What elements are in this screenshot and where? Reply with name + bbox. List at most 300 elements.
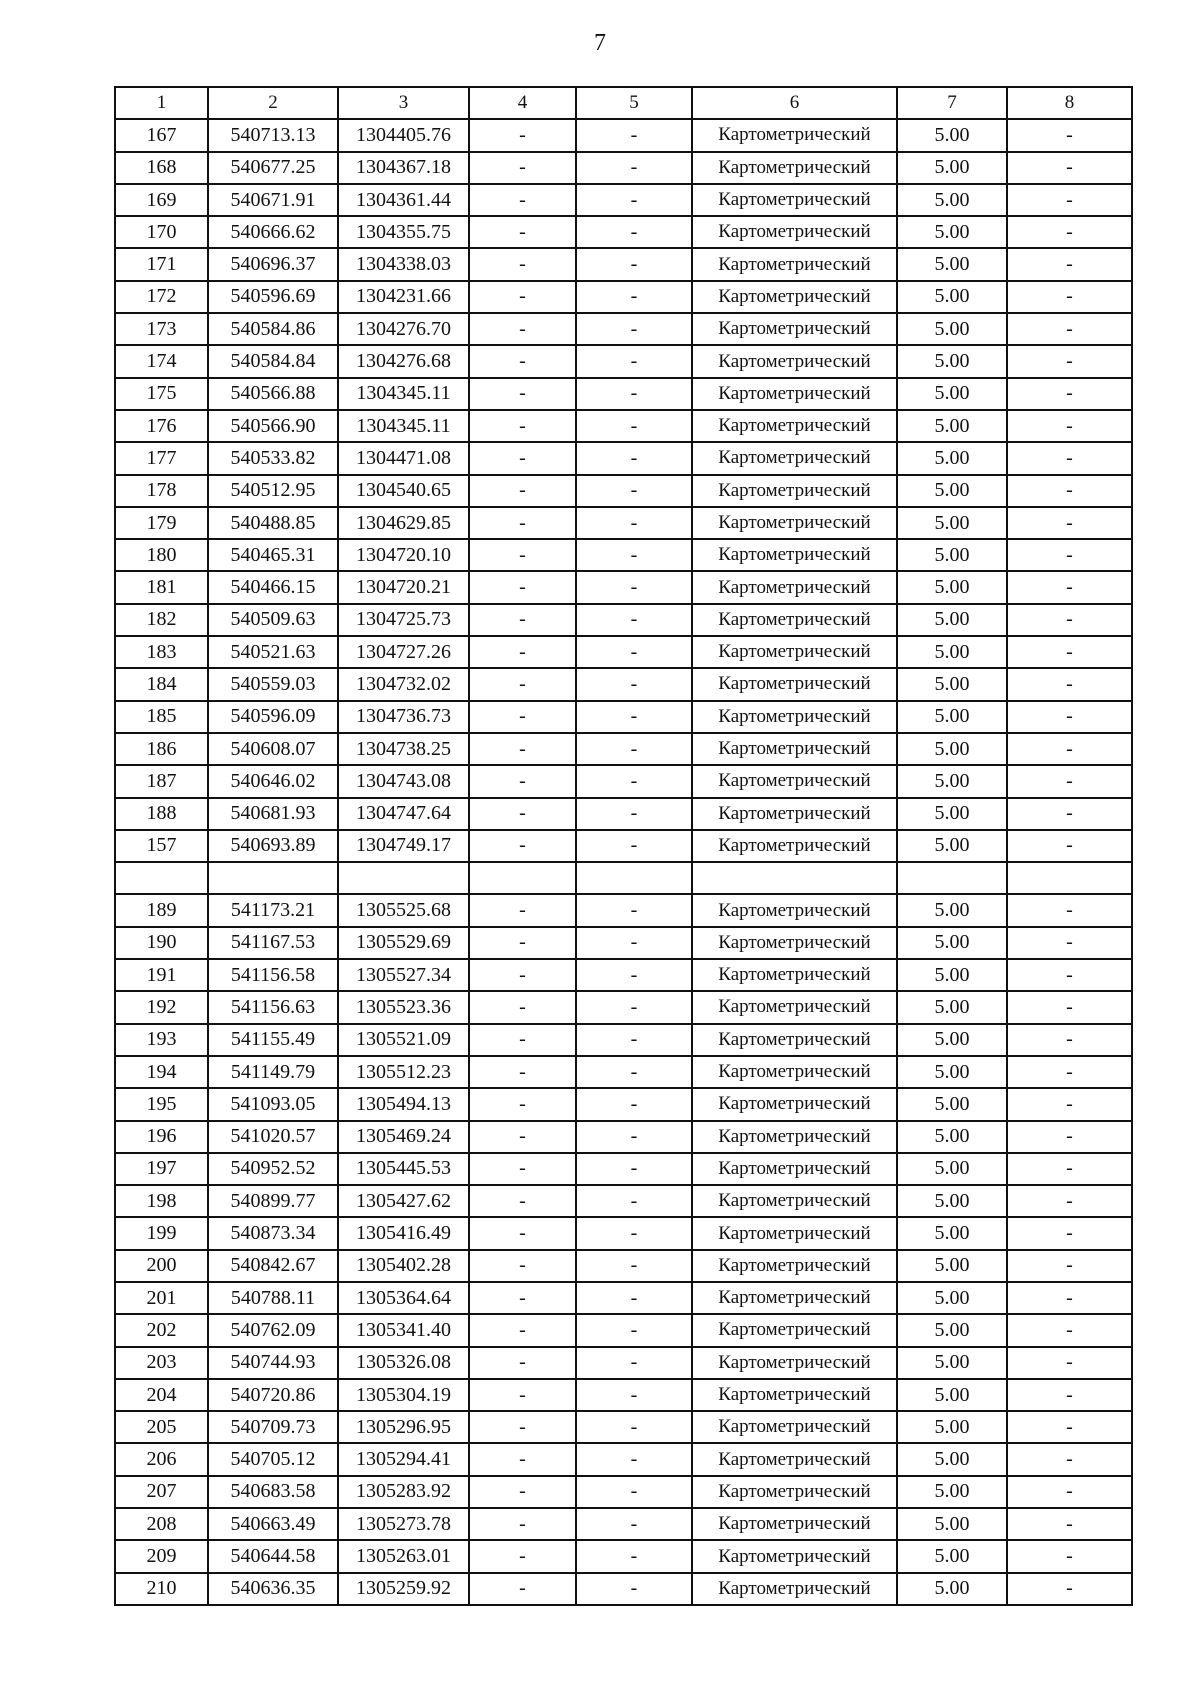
x-coordinate-cell: 540608.07 [208,733,338,765]
accuracy-cell: 5.00 [897,1185,1007,1217]
y-coordinate-cell: 1305283.92 [338,1476,469,1508]
col8-cell: - [1007,345,1132,377]
col4-cell: - [469,216,576,248]
col5-cell: - [576,991,692,1023]
x-coordinate-cell: 540873.34 [208,1217,338,1249]
method-cell: Картометрический [692,152,897,184]
accuracy-cell: 5.00 [897,1088,1007,1120]
method-cell: Картометрический [692,1411,897,1443]
y-coordinate-cell: 1304361.44 [338,184,469,216]
col5-cell: - [576,1121,692,1153]
column-header: 7 [897,87,1007,119]
col8-cell: - [1007,539,1132,571]
point-number-cell: 172 [115,281,208,313]
col8-cell: - [1007,184,1132,216]
col8-cell: - [1007,1282,1132,1314]
x-coordinate-cell: 541173.21 [208,894,338,926]
point-number-cell: 201 [115,1282,208,1314]
table-row [115,410,1132,442]
col4-cell: - [469,442,576,474]
point-number-cell: 180 [115,539,208,571]
x-coordinate-cell: 540720.86 [208,1379,338,1411]
col8-cell: - [1007,119,1132,151]
y-coordinate-cell: 1304345.11 [338,410,469,442]
point-number-cell: 189 [115,894,208,926]
col8-cell: - [1007,1153,1132,1185]
point-number-cell: 179 [115,507,208,539]
method-cell: Картометрический [692,571,897,603]
table-row [115,927,1132,959]
point-number-cell: 190 [115,927,208,959]
method-cell: Картометрический [692,1540,897,1572]
col5-cell: - [576,1217,692,1249]
col4-cell: - [469,604,576,636]
y-coordinate-cell [338,862,469,894]
accuracy-cell: 5.00 [897,1540,1007,1572]
col5-cell: - [576,410,692,442]
table-header [115,87,1132,119]
method-cell: Картометрический [692,1443,897,1475]
accuracy-cell: 5.00 [897,1121,1007,1153]
accuracy-cell: 5.00 [897,959,1007,991]
col4-cell: - [469,1153,576,1185]
method-cell: Картометрический [692,378,897,410]
x-coordinate-cell: 540644.58 [208,1540,338,1572]
method-cell: Картометрический [692,1508,897,1540]
point-number-cell: 206 [115,1443,208,1475]
y-coordinate-cell: 1305294.41 [338,1443,469,1475]
x-coordinate-cell: 540596.69 [208,281,338,313]
method-cell: Картометрический [692,1185,897,1217]
col5-cell: - [576,1282,692,1314]
y-coordinate-cell: 1305402.28 [338,1250,469,1282]
col5-cell: - [576,830,692,862]
col4-cell: - [469,1347,576,1379]
x-coordinate-cell: 541155.49 [208,1024,338,1056]
y-coordinate-cell: 1304276.68 [338,345,469,377]
y-coordinate-cell: 1304743.08 [338,765,469,797]
page-number: 7 [594,30,606,56]
col4-cell: - [469,701,576,733]
accuracy-cell: 5.00 [897,1573,1007,1605]
accuracy-cell: 5.00 [897,1443,1007,1475]
x-coordinate-cell: 540465.31 [208,539,338,571]
y-coordinate-cell: 1304747.64 [338,798,469,830]
method-cell: Картометрический [692,442,897,474]
x-coordinate-cell: 540705.12 [208,1443,338,1475]
point-number-cell: 209 [115,1540,208,1572]
table-row [115,1411,1132,1443]
x-coordinate-cell: 540744.93 [208,1347,338,1379]
y-coordinate-cell: 1305525.68 [338,894,469,926]
col8-cell: - [1007,830,1132,862]
table-row [115,733,1132,765]
col5-cell: - [576,1443,692,1475]
x-coordinate-cell: 541167.53 [208,927,338,959]
col5-cell: - [576,1540,692,1572]
col5-cell: - [576,1379,692,1411]
col8-cell: - [1007,636,1132,668]
x-coordinate-cell: 540842.67 [208,1250,338,1282]
table-row [115,1185,1132,1217]
col5-cell: - [576,216,692,248]
method-cell: Картометрический [692,410,897,442]
col8-cell: - [1007,1024,1132,1056]
method-cell: Картометрический [692,216,897,248]
point-number-cell: 204 [115,1379,208,1411]
accuracy-cell: 5.00 [897,1411,1007,1443]
col8-cell: - [1007,959,1132,991]
method-cell: Картометрический [692,1347,897,1379]
point-number-cell: 196 [115,1121,208,1153]
y-coordinate-cell: 1304231.66 [338,281,469,313]
x-coordinate-cell: 540696.37 [208,248,338,280]
y-coordinate-cell: 1305469.24 [338,1121,469,1153]
col5-cell: - [576,798,692,830]
accuracy-cell: 5.00 [897,1024,1007,1056]
point-number-cell: 207 [115,1476,208,1508]
point-number-cell: 208 [115,1508,208,1540]
x-coordinate-cell: 540646.02 [208,765,338,797]
accuracy-cell: 5.00 [897,830,1007,862]
method-cell: Картометрический [692,1088,897,1120]
accuracy-cell: 5.00 [897,1347,1007,1379]
y-coordinate-cell: 1304345.11 [338,378,469,410]
point-number-cell: 167 [115,119,208,151]
accuracy-cell: 5.00 [897,991,1007,1023]
col4-cell: - [469,830,576,862]
point-number-cell: 193 [115,1024,208,1056]
x-coordinate-cell: 540693.89 [208,830,338,862]
x-coordinate-cell: 540584.86 [208,313,338,345]
header-row [115,87,1132,119]
accuracy-cell: 5.00 [897,1476,1007,1508]
y-coordinate-cell: 1305529.69 [338,927,469,959]
accuracy-cell: 5.00 [897,701,1007,733]
accuracy-cell: 5.00 [897,1056,1007,1088]
x-coordinate-cell: 540566.90 [208,410,338,442]
y-coordinate-cell: 1304367.18 [338,152,469,184]
x-coordinate-cell: 540663.49 [208,1508,338,1540]
point-number-cell: 184 [115,668,208,700]
x-coordinate-cell: 541156.63 [208,991,338,1023]
col8-cell: - [1007,701,1132,733]
method-cell: Картометрический [692,539,897,571]
y-coordinate-cell: 1304405.76 [338,119,469,151]
col4-cell: - [469,1411,576,1443]
col5-cell: - [576,119,692,151]
col4-cell: - [469,927,576,959]
y-coordinate-cell: 1304732.02 [338,668,469,700]
table-row [115,216,1132,248]
point-number-cell: 197 [115,1153,208,1185]
x-coordinate-cell: 540566.88 [208,378,338,410]
col8-cell: - [1007,1314,1132,1346]
method-cell: Картометрический [692,345,897,377]
point-number-cell: 170 [115,216,208,248]
col8-cell: - [1007,1217,1132,1249]
col4-cell: - [469,991,576,1023]
accuracy-cell: 5.00 [897,798,1007,830]
accuracy-cell: 5.00 [897,345,1007,377]
point-number-cell: 191 [115,959,208,991]
point-number-cell: 185 [115,701,208,733]
col4-cell: - [469,152,576,184]
method-cell: Картометрический [692,1217,897,1249]
method-cell: Картометрический [692,604,897,636]
method-cell: Картометрический [692,1121,897,1153]
table-row [115,862,1132,894]
y-coordinate-cell: 1304720.21 [338,571,469,603]
point-number-cell: 168 [115,152,208,184]
column-header: 5 [576,87,692,119]
method-cell: Картометрический [692,1153,897,1185]
method-cell: Картометрический [692,668,897,700]
y-coordinate-cell: 1304276.70 [338,313,469,345]
col5-cell: - [576,1088,692,1120]
y-coordinate-cell: 1304338.03 [338,248,469,280]
col5-cell: - [576,248,692,280]
table-row [115,1573,1132,1605]
table-row [115,1314,1132,1346]
point-number-cell: 183 [115,636,208,668]
col5-cell: - [576,152,692,184]
table-row [115,1347,1132,1379]
col4-cell: - [469,119,576,151]
col4-cell: - [469,1088,576,1120]
col4-cell: - [469,1476,576,1508]
col8-cell: - [1007,1573,1132,1605]
col5-cell: - [576,1573,692,1605]
x-coordinate-cell: 540596.09 [208,701,338,733]
col5-cell: - [576,184,692,216]
col5-cell: - [576,636,692,668]
y-coordinate-cell: 1305523.36 [338,991,469,1023]
col4-cell: - [469,733,576,765]
x-coordinate-cell: 540533.82 [208,442,338,474]
method-cell: Картометрический [692,1024,897,1056]
table-row [115,152,1132,184]
col4-cell: - [469,1217,576,1249]
table-row [115,668,1132,700]
point-number-cell: 171 [115,248,208,280]
y-coordinate-cell: 1305521.09 [338,1024,469,1056]
point-number-cell: 177 [115,442,208,474]
col8-cell: - [1007,1379,1132,1411]
col5-cell: - [576,571,692,603]
method-cell: Картометрический [692,733,897,765]
col8-cell: - [1007,1540,1132,1572]
x-coordinate-cell: 540899.77 [208,1185,338,1217]
col8-cell: - [1007,765,1132,797]
table-row [115,636,1132,668]
method-cell: Картометрический [692,1314,897,1346]
table-row [115,539,1132,571]
y-coordinate-cell: 1305273.78 [338,1508,469,1540]
x-coordinate-cell: 540788.11 [208,1282,338,1314]
x-coordinate-cell: 540952.52 [208,1153,338,1185]
x-coordinate-cell: 540762.09 [208,1314,338,1346]
col8-cell: - [1007,1347,1132,1379]
col5-cell: - [576,1347,692,1379]
table-row [115,701,1132,733]
accuracy-cell: 5.00 [897,378,1007,410]
table-row [115,765,1132,797]
col5-cell: - [576,1508,692,1540]
y-coordinate-cell: 1304727.26 [338,636,469,668]
point-number-cell: 188 [115,798,208,830]
x-coordinate-cell: 540509.63 [208,604,338,636]
col4-cell: - [469,1314,576,1346]
method-cell: Картометрический [692,927,897,959]
column-header: 3 [338,87,469,119]
table-row [115,1024,1132,1056]
point-number-cell: 198 [115,1185,208,1217]
table-row [115,248,1132,280]
col8-cell: - [1007,475,1132,507]
method-cell: Картометрический [692,1379,897,1411]
y-coordinate-cell: 1305304.19 [338,1379,469,1411]
col4-cell: - [469,184,576,216]
col8-cell: - [1007,668,1132,700]
point-number-cell: 173 [115,313,208,345]
accuracy-cell: 5.00 [897,410,1007,442]
col5-cell: - [576,1411,692,1443]
y-coordinate-cell: 1305263.01 [338,1540,469,1572]
x-coordinate-cell: 540666.62 [208,216,338,248]
point-number-cell: 200 [115,1250,208,1282]
col5-cell: - [576,507,692,539]
method-cell: Картометрический [692,248,897,280]
table-row [115,184,1132,216]
col4-cell: - [469,1540,576,1572]
accuracy-cell: 5.00 [897,636,1007,668]
table-row [115,507,1132,539]
x-coordinate-cell: 540512.95 [208,475,338,507]
col8-cell: - [1007,604,1132,636]
col8-cell: - [1007,733,1132,765]
point-number-cell: 175 [115,378,208,410]
method-cell: Картометрический [692,475,897,507]
column-header: 8 [1007,87,1132,119]
col5-cell: - [576,1056,692,1088]
y-coordinate-cell: 1305527.34 [338,959,469,991]
x-coordinate-cell: 540559.03 [208,668,338,700]
accuracy-cell: 5.00 [897,571,1007,603]
col5-cell: - [576,539,692,571]
accuracy-cell: 5.00 [897,248,1007,280]
table-row [115,281,1132,313]
col8-cell: - [1007,1185,1132,1217]
y-coordinate-cell: 1305341.40 [338,1314,469,1346]
col8-cell: - [1007,507,1132,539]
x-coordinate-cell: 541156.58 [208,959,338,991]
point-number-cell: 210 [115,1573,208,1605]
col4-cell: - [469,636,576,668]
x-coordinate-cell: 540521.63 [208,636,338,668]
col5-cell: - [576,475,692,507]
col8-cell: - [1007,798,1132,830]
y-coordinate-cell: 1304629.85 [338,507,469,539]
y-coordinate-cell: 1304355.75 [338,216,469,248]
method-cell: Картометрический [692,1282,897,1314]
table-row [115,119,1132,151]
col5-cell: - [576,701,692,733]
accuracy-cell: 5.00 [897,216,1007,248]
col5-cell: - [576,378,692,410]
col5-cell: - [576,1024,692,1056]
col8-cell: - [1007,1508,1132,1540]
col4-cell: - [469,248,576,280]
y-coordinate-cell: 1305416.49 [338,1217,469,1249]
y-coordinate-cell: 1304540.65 [338,475,469,507]
col4-cell: - [469,894,576,926]
x-coordinate-cell: 540488.85 [208,507,338,539]
col5-cell: - [576,927,692,959]
point-number-cell: 205 [115,1411,208,1443]
point-number-cell: 194 [115,1056,208,1088]
col8-cell: - [1007,571,1132,603]
col4-cell: - [469,959,576,991]
method-cell: Картометрический [692,765,897,797]
col5-cell: - [576,765,692,797]
x-coordinate-cell: 540683.58 [208,1476,338,1508]
point-number-cell: 169 [115,184,208,216]
col8-cell: - [1007,1411,1132,1443]
point-number-cell [115,862,208,894]
accuracy-cell: 5.00 [897,539,1007,571]
point-number-cell: 195 [115,1088,208,1120]
point-number-cell: 187 [115,765,208,797]
col8-cell: - [1007,1250,1132,1282]
point-number-cell: 178 [115,475,208,507]
method-cell: Картометрический [692,959,897,991]
method-cell: Картометрический [692,184,897,216]
accuracy-cell: 5.00 [897,119,1007,151]
point-number-cell: 199 [115,1217,208,1249]
accuracy-cell: 5.00 [897,668,1007,700]
table-row [115,1153,1132,1185]
method-cell: Картометрический [692,894,897,926]
table-row [115,1379,1132,1411]
accuracy-cell: 5.00 [897,1153,1007,1185]
table-row [115,1540,1132,1572]
col4-cell: - [469,1250,576,1282]
table-row [115,894,1132,926]
column-header: 2 [208,87,338,119]
y-coordinate-cell: 1305427.62 [338,1185,469,1217]
x-coordinate-cell: 541020.57 [208,1121,338,1153]
point-number-cell: 157 [115,830,208,862]
y-coordinate-cell: 1304725.73 [338,604,469,636]
y-coordinate-cell: 1305364.64 [338,1282,469,1314]
column-header: 4 [469,87,576,119]
method-cell: Картометрический [692,313,897,345]
col8-cell: - [1007,1121,1132,1153]
table-row [115,378,1132,410]
table-row [115,1250,1132,1282]
table-row [115,571,1132,603]
col8-cell: - [1007,378,1132,410]
table-row [115,1508,1132,1540]
col4-cell: - [469,507,576,539]
accuracy-cell: 5.00 [897,765,1007,797]
col4-cell: - [469,539,576,571]
y-coordinate-cell: 1305259.92 [338,1573,469,1605]
column-header: 1 [115,87,208,119]
accuracy-cell: 5.00 [897,1217,1007,1249]
col8-cell: - [1007,248,1132,280]
